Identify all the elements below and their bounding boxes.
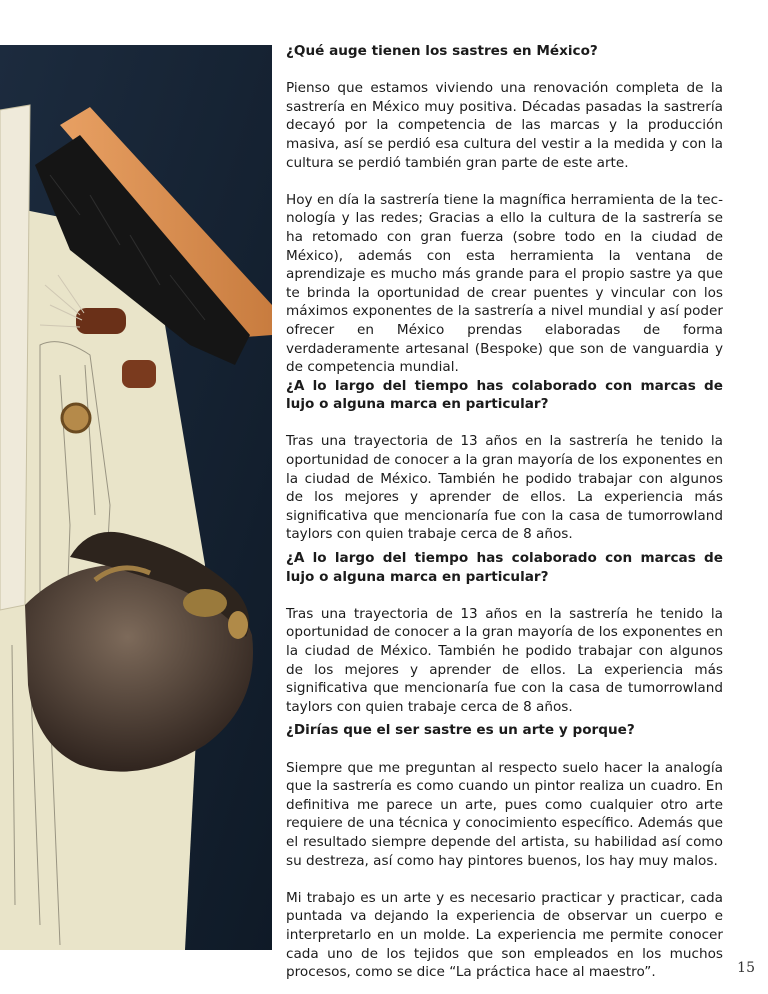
answer-paragraph: Pienso que estamos viviendo una renovación completa de la sastrería en México muy positiva. Décadas pasadas la sastrería decayó por la competencia de las marcas y la producción masiva, así se perdió esa cultura del vestir a la medida y con la cultura se perdió también gran parte de este arte.: [286, 80, 723, 171]
page-number: 15: [737, 960, 755, 976]
answer-paragraph: Siempre que me preguntan al respecto suelo hacer la analogía que la sastrería es como cuando un pintor realiza un cuadro. En definitiva me parece un arte, pues como cualquier otro arte requiere de una técnica y conocimiento específico. Además que el resultado siempre depende del artista, su habilidad así como su destreza, así como hay pintores buenos, los hay muy malos.: [286, 759, 723, 869]
question-heading: ¿Dirías que el ser sastre es un arte y porque?: [286, 722, 635, 739]
answer-paragraph: Hoy en día la sastrería tiene la magnífica herramienta de la tecnología y las redes; Gracias a ello la cultura de la sastrería se ha retomado con gran fuerza (sobre todo en la ciudad de México), además con esta herramienta la ventana de aprendizaje es mucho más grande para el propio sastre ya que te brinda la oportunidad de crear puentes y vincular con los máximos exponentes de la sastrería a nivel mundial y así poder ofrecer en México prendas elaboradas de forma verdaderamente artesanal (Bespoke) que son de vanguardia y de competencia mundial.: [286, 191, 723, 376]
question-heading: ¿Qué auge tienen los sastres en México?: [286, 43, 598, 59]
answer-paragraph: Tras una trayectoria de 13 años en la sastrería he tenido la oportunidad de conocer a la gran mayoría de los exponentes en la ciudad de México. También he podido trabajar con algunos de los mejores y aprender de ellos. La experiencia más significativa que mencionaría fue con la casa de tumorrowland taylors con quien trabaje cerca de 8 años.: [286, 605, 723, 715]
answer-paragraph: Tras una trayectoria de 13 años en la sastrería he tenido la oportunidad de conocer a la gran mayoría de los exponentes en la ciudad de México. También he podido trabajar con algunos de los mejores y aprender de ellos. La experiencia más significativa que mencionaría fue con la casa de tumorrowland taylors con quien trabaje cerca de 8 años.: [286, 433, 723, 543]
article-column: [286, 42, 723, 982]
question-heading: ¿A lo largo del tiempo has colaborado con marcas de lujo o alguna marca en particular?: [286, 550, 723, 585]
answer-paragraph: Mi trabajo es un arte y es necesario practicar y practicar, cada puntada va dejando la experiencia de observar un cuerpo e interpretarlo en un molde. La experiencia me permite conocer cada uno de los tejidos que son empleados en los muchos procesos, como se dice “La práctica hace al maestro”.: [286, 889, 723, 981]
question-heading: ¿A lo largo del tiempo has colaborado con marcas de lujo o alguna marca en particular?: [286, 377, 723, 413]
tailoring-tools-photo: [0, 45, 272, 950]
